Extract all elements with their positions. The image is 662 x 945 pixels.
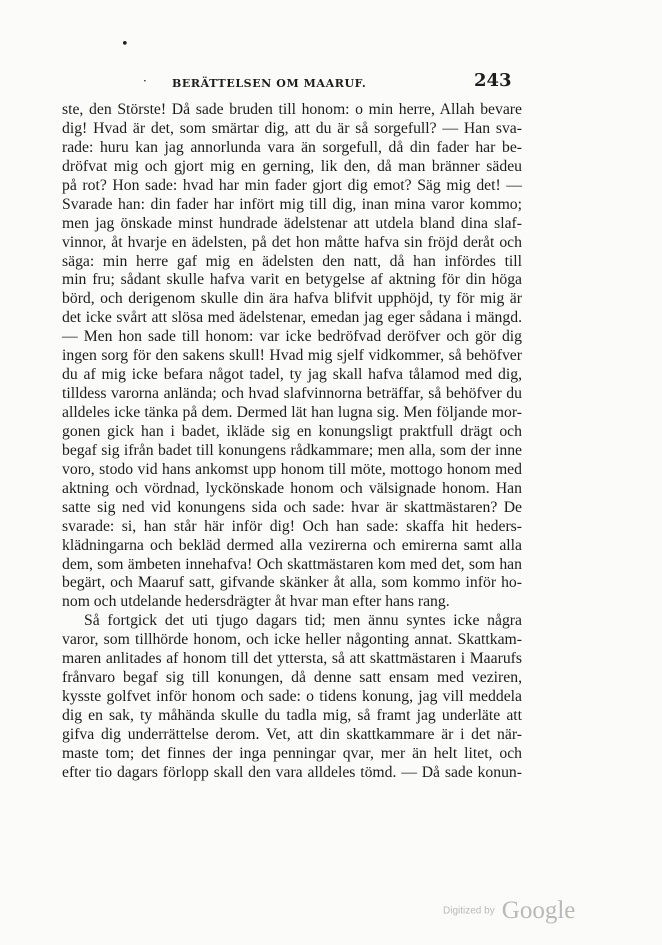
- paragraph-start-line: Så fortgick det uti tjugo dagars tid; men ännu syntes icke några: [84, 612, 522, 630]
- text-line: voro, stodo vid hans ankomst upp honom till möte, mottogo honom med: [62, 460, 522, 478]
- text-line: begaf sig ifrån badet till konungens rådkammare; men alla, som der inne: [62, 441, 522, 459]
- text-line: men jag önskade minst hundrade ädelstenar att utdela bland dina slaf-: [62, 214, 522, 232]
- running-header: [0, 66, 662, 96]
- text-line: på rot? Hon sade: hvad har min fader gjort dig emot? Säg mig det! —: [62, 176, 522, 194]
- text-line: dig! Hvad är det, som smärtar dig, att du är så sorgefull? — Han sva-: [62, 119, 522, 137]
- text-line: kysste golfvet inför honom och sade: o tidens konung, jag vill meddela: [62, 688, 522, 706]
- text-line: efter tio dagars förlopp skall den vara alldeles tömd. — Då sade konun-: [62, 763, 522, 781]
- text-line: du af mig icke befara något tadel, ty jag skall hafva tålamod med dig,: [62, 366, 522, 384]
- text-line: klädningarna och bekläd dermed alla vezirerna och emirerna samt alla: [62, 536, 522, 554]
- text-line: alldeles icke tänka på dem. Dermed lät han lugna sig. Men följande mor-: [62, 404, 522, 421]
- text-line: maren anlitades af honom till det yttersta, så att skattmästaren i Maarufs: [62, 650, 522, 668]
- text-line: gonen gick han i badet, ikläde sig en konungsligt praktfull drägt och: [62, 422, 522, 440]
- body-text: [62, 101, 522, 783]
- text-line: svarade: si, han står här inför dig! Och han sade: skaffa hit heders-: [62, 517, 522, 535]
- text-line: det icke svårt att slösa med ädelstenar, emedan jag eger sådana i mängd.: [62, 309, 522, 327]
- chapter-title: BERÄTTELSEN OM MAARUF.: [172, 77, 367, 90]
- text-line: tilldess varorna anlända; och hvad slafvinnorna beträffar, så behöfver du: [62, 385, 522, 403]
- google-logo: Google: [501, 897, 576, 924]
- text-line: börd, och derigenom skulle din ära hafva blifvit upphöjd, ty för mig är: [62, 290, 522, 308]
- header-dot: ·: [143, 74, 147, 88]
- stray-ink-mark: •: [121, 37, 129, 52]
- text-line: dröfvat mig och gjort mig en gerning, lik den, då man bränner sädeu: [62, 157, 522, 175]
- paragraph-end-line: nom och utdelande hedersdrägter åt hvar man efter hans rang.: [62, 593, 450, 611]
- text-line: ingen sorg för den sakens skull! Hvad mig sjelf vidkommer, så behöfver: [62, 347, 522, 365]
- page-number: 243: [474, 70, 512, 91]
- watermark-prefix: Digitized by: [443, 905, 495, 917]
- text-line: ste, den Störste! Då sade bruden till honom: o min herre, Allah bevare: [62, 101, 522, 118]
- text-line: aktning och vördnad, lyckönskade honom och välsignade honom. Han: [62, 479, 522, 497]
- text-line: — Men hon sade till honom: var icke bedröfvad deröfver och gör dig: [62, 328, 522, 346]
- text-line: maste tom; det finnes der inga penningar qvar, mer än helt litet, och: [62, 744, 522, 762]
- text-line: dig en sak, ty måhända skulle du tadla mig, så framt jag underläte att: [62, 707, 522, 724]
- text-line: satte sig ned vid konungens sida och sade: hvar är skattmästaren? De: [62, 498, 522, 516]
- text-line: begärt, och Maaruf satt, gifvande skänker åt alla, som kommo inför ho-: [62, 574, 522, 592]
- text-line: dem, som ämbeten innehafva! Och skattmästaren kom med det, som han: [62, 555, 522, 573]
- text-line: frånvaro begaf sig till konungen, då denne satt ensam med veziren,: [62, 669, 522, 687]
- text-line: vinnor, åt hvarje en ädelsten, på det hon måtte hafva sin fröjd deråt och: [62, 233, 522, 251]
- text-line: rade: huru kan jag annorlunda vara än sorgefull, då din fader har be-: [62, 138, 522, 156]
- text-line: Svarade han: din fader har infört mig till dig, inan mina varor kommo;: [62, 195, 522, 213]
- text-line: gifva dig underrättelse derom. Vet, att din skattkammare är i det när-: [62, 725, 522, 743]
- digitized-watermark: [443, 897, 575, 925]
- text-line: varor, som tillhörde honom, och icke heller någonting annat. Skattkam-: [62, 631, 522, 649]
- text-line: min fru; sådant skulle hafva varit en betygelse af aktning för din höga: [62, 271, 522, 289]
- text-line: säga: min herre gaf mig en ädelsten den natt, då han infördes till: [62, 252, 522, 270]
